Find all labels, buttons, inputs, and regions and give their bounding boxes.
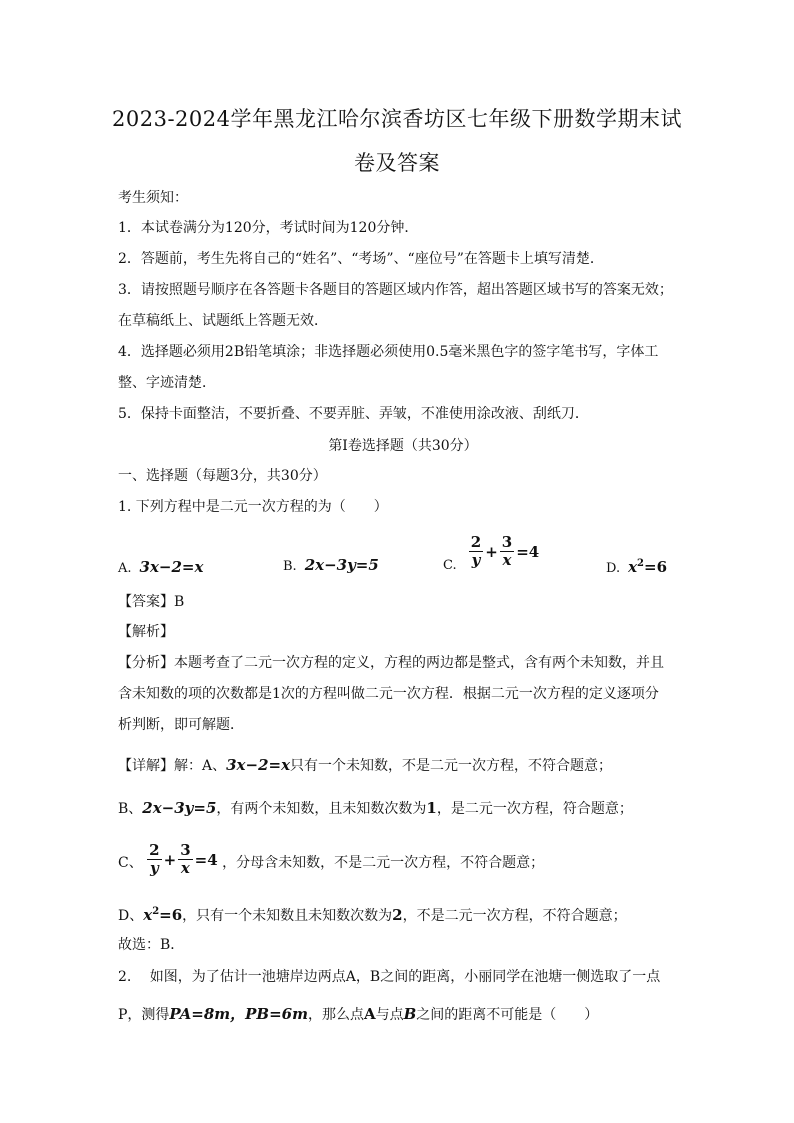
equation-rhs: =4 <box>516 542 540 561</box>
fraction-numerator: 2 <box>149 841 160 859</box>
detail-explanation: ，只有一个未知数且未知数次数为 <box>182 908 393 924</box>
option-b <box>283 556 379 574</box>
option-b-letter: B. <box>283 559 297 574</box>
detail-degree: 1 <box>426 799 437 817</box>
point-b-label: B <box>403 1005 417 1023</box>
exponent: 2 <box>152 906 160 917</box>
fraction-denominator: y <box>150 859 159 877</box>
option-c-letter: C. <box>443 558 457 573</box>
detail-explanation-end: ，不是二元一次方程，不符合题意； <box>402 908 627 924</box>
question-1-stem: 1. 下列方程中是二元一次方程的为（ ） <box>118 499 388 515</box>
conclusion-line: 故选：B． <box>118 937 185 953</box>
fraction-denominator: x <box>180 859 190 877</box>
detail-prefix: B、 <box>118 801 143 817</box>
detail-option-c <box>118 837 688 881</box>
page-title-line-1: 2023-2024学年黑龙江哈尔滨香坊区七年级下册数学期末试 <box>112 107 682 131</box>
notice-item-2: 2．答题前，考生先将自己的“姓名”、“考场”、“座位号”在答题卡上填写清楚． <box>118 251 604 267</box>
exponent: 2 <box>637 558 645 569</box>
fraction-numerator: 2 <box>470 533 482 551</box>
equation-rhs: =4 <box>194 850 218 869</box>
analysis-line-2: 含未知数的项的次数都是1次的方程叫做二元一次方程．根据二元一次方程的定义逐项分 <box>118 686 659 702</box>
detail-prefix: 【详解】解：A、 <box>118 758 227 774</box>
fraction-3-over-x <box>178 842 192 877</box>
q2-measurements: PA=8m，PB=6m <box>169 1005 308 1023</box>
fraction-numerator: 3 <box>501 533 513 551</box>
fraction-3-over-x <box>500 534 514 569</box>
detail-prefix: D、 <box>118 908 144 924</box>
analysis-label: 【解析】 <box>118 624 174 640</box>
detail-equation <box>147 842 217 878</box>
fraction-denominator: y <box>471 551 481 569</box>
detail-degree: 2 <box>392 906 403 924</box>
detail-option-a <box>118 755 688 776</box>
notice-item-4b: 整、字迹清楚． <box>118 375 216 391</box>
detail-equation <box>143 906 182 924</box>
base-variable: x <box>143 906 153 924</box>
option-a-equation: 3x−2=x <box>139 558 204 576</box>
detail-equation: 3x−2=x <box>226 756 291 774</box>
notice-item-3b: 在草稿纸上、试题纸上答题无效． <box>118 313 328 329</box>
notice-heading: 考生须知： <box>118 190 188 206</box>
section-volume-heading: 第Ⅰ卷选择题（共30分） <box>328 438 478 454</box>
notice-item-5: 5．保持卡面整洁，不要折叠、不要弄脏、弄皱，不准使用涂改液、刮纸刀． <box>118 406 589 422</box>
detail-explanation: 只有一个未知数，不是二元一次方程，不符合题意； <box>290 758 613 774</box>
detail-equation: 2x−3y=5 <box>142 799 217 817</box>
q2-text: ，那么点 <box>307 1007 364 1023</box>
notice-item-4a: 4．选择题必须用2B铅笔填涂；非选择题必须使用0.5毫米黑色字的签字笔书写，字体工 <box>118 344 659 360</box>
detail-option-b <box>118 798 688 819</box>
q2-text-2: 与点 <box>375 1007 404 1023</box>
detail-option-d <box>118 902 688 926</box>
detail-prefix: C、 <box>118 855 143 871</box>
plus-sign: + <box>163 850 177 869</box>
point-a-label: A <box>363 1005 376 1023</box>
detail-explanation: ，有两个未知数，且未知数次数为 <box>216 801 427 817</box>
page-title-line-2: 卷及答案 <box>354 151 440 175</box>
detail-explanation: ，分母含未知数，不是二元一次方程，不符合题意； <box>222 855 545 871</box>
answer-line: 【答案】B <box>118 594 185 610</box>
section-part-heading: 一、选择题（每题3分，共30分） <box>118 468 327 484</box>
analysis-line-3: 析判断，即可解题． <box>118 717 244 733</box>
notice-item-3a: 3．请按照题号顺序在各答题卡各题目的答题区域内作答，超出答题区域书写的答案无效； <box>118 282 673 298</box>
fraction-numerator: 3 <box>180 841 191 859</box>
option-c-equation <box>469 534 539 569</box>
question-2-stem-line-1: 2. 如图，为了估计一池塘岸边两点A，B之间的距离，小丽同学在池塘一侧选取了一点 <box>118 969 661 985</box>
detail-explanation-end: ，是二元一次方程，符合题意； <box>436 801 633 817</box>
option-d-letter: D. <box>606 561 621 576</box>
equation-rhs: =6 <box>644 558 668 576</box>
equation-rhs: =6 <box>159 906 183 924</box>
option-c <box>443 534 539 573</box>
q2-text-end: 之间的距离不可能是（ ） <box>416 1007 599 1023</box>
option-a <box>118 558 203 576</box>
option-b-equation: 2x−3y=5 <box>304 556 379 574</box>
option-d <box>606 558 667 576</box>
fraction-2-over-y <box>147 842 161 877</box>
analysis-line-1: 【分析】本题考查了二元一次方程的定义，方程的两边都是整式，含有两个未知数，并且 <box>118 655 664 671</box>
q2-prefix: P，测得 <box>118 1007 170 1023</box>
fraction-2-over-y <box>469 534 483 569</box>
fraction-denominator: x <box>502 551 512 569</box>
plus-sign: + <box>485 542 498 561</box>
option-a-letter: A. <box>118 561 132 576</box>
option-d-equation <box>628 558 667 576</box>
question-2-stem-line-2 <box>118 1004 688 1025</box>
notice-item-1: 1．本试卷满分为120分，考试时间为120分钟． <box>118 220 419 236</box>
base-variable: x <box>628 558 638 576</box>
